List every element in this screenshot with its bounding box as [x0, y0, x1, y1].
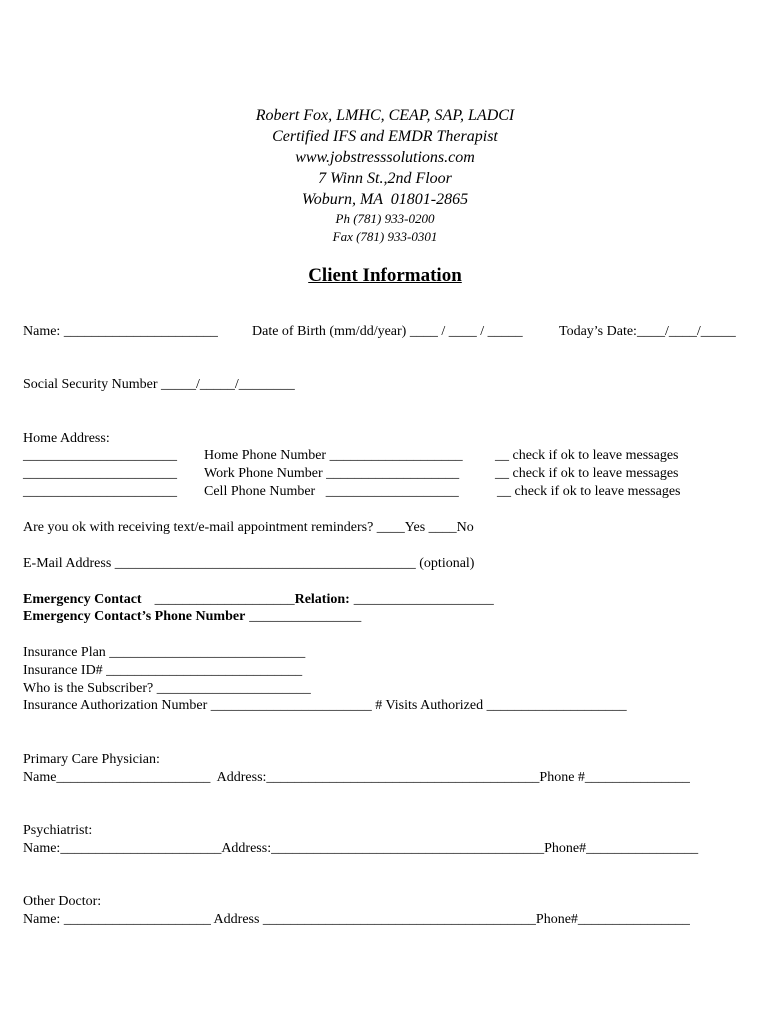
emergency-phone-label: Emergency Contact’s Phone Number	[23, 609, 246, 624]
emergency-phone-row	[23, 609, 361, 625]
street-address: 7 Winn St.,2nd Floor	[318, 170, 452, 187]
emergency-contact-row	[23, 592, 494, 608]
emergency-contact-label: Emergency Contact	[23, 592, 142, 607]
home-address-line-3[interactable]: ______________________	[23, 484, 177, 499]
other-doctor-heading: Other Doctor:	[23, 894, 102, 909]
insurance-authorization-field[interactable]: Insurance Authorization Number _______________________ # Visits Authorized ____________________	[23, 698, 627, 713]
insurance-id-field[interactable]: Insurance ID# ____________________________	[23, 663, 303, 678]
reminders-question[interactable]: Are you ok with receiving text/e-mail appointment reminders? ____Yes ____No	[23, 520, 474, 535]
ssn-field[interactable]: Social Security Number _____/_____/________	[23, 377, 295, 392]
work-phone-field[interactable]: Work Phone Number ___________________	[204, 466, 460, 481]
psychiatrist-fields[interactable]: Name:_______________________Address:_______________________________________Phone#________________	[23, 841, 699, 856]
insurance-plan-field[interactable]: Insurance Plan ____________________________	[23, 645, 306, 660]
relation-input[interactable]: ____________________	[353, 592, 494, 607]
phone-number: Ph (781) 933-0200	[335, 211, 435, 226]
form-title: Client Information	[308, 265, 462, 286]
home-address-line-1[interactable]: ______________________	[23, 448, 177, 463]
psychiatrist-heading: Psychiatrist:	[23, 823, 93, 838]
therapist-credentials: Certified IFS and EMDR Therapist	[272, 128, 498, 145]
subscriber-field[interactable]: Who is the Subscriber? ______________________	[23, 681, 311, 696]
emergency-phone-input[interactable]: ________________	[249, 609, 362, 624]
cell-message-checkbox[interactable]: __ check if ok to leave messages	[497, 484, 681, 499]
relation-label: Relation:	[294, 592, 350, 607]
todays-date-field[interactable]: Today’s Date:____/____/_____	[559, 324, 736, 339]
website: www.jobstresssolutions.com	[295, 149, 475, 166]
date-of-birth-field[interactable]: Date of Birth (mm/dd/year) ____ / ____ / _____	[252, 324, 523, 339]
pcp-fields[interactable]: Name______________________ Address:_______________________________________Phone #_______________	[23, 770, 690, 785]
pcp-heading: Primary Care Physician:	[23, 752, 160, 767]
city-state-zip: Woburn, MA 01801-2865	[301, 191, 469, 208]
emergency-contact-input[interactable]: ____________________	[154, 592, 295, 607]
therapist-name: Robert Fox, LMHC, CEAP, SAP, LADCI	[255, 107, 515, 124]
home-address-line-2[interactable]: ______________________	[23, 466, 177, 481]
other-doctor-fields[interactable]: Name: _____________________ Address _______________________________________Phone#________________	[23, 912, 690, 927]
home-address-label: Home Address:	[23, 431, 110, 446]
email-field[interactable]: E-Mail Address ___________________________________________ (optional)	[23, 556, 475, 571]
home-phone-field[interactable]: Home Phone Number ___________________	[204, 448, 463, 463]
name-field[interactable]: Name: ______________________	[23, 324, 218, 339]
home-message-checkbox[interactable]: __ check if ok to leave messages	[495, 448, 679, 463]
fax-number: Fax (781) 933-0301	[332, 229, 438, 244]
cell-phone-field[interactable]: Cell Phone Number ___________________	[204, 484, 459, 499]
work-message-checkbox[interactable]: __ check if ok to leave messages	[495, 466, 679, 481]
